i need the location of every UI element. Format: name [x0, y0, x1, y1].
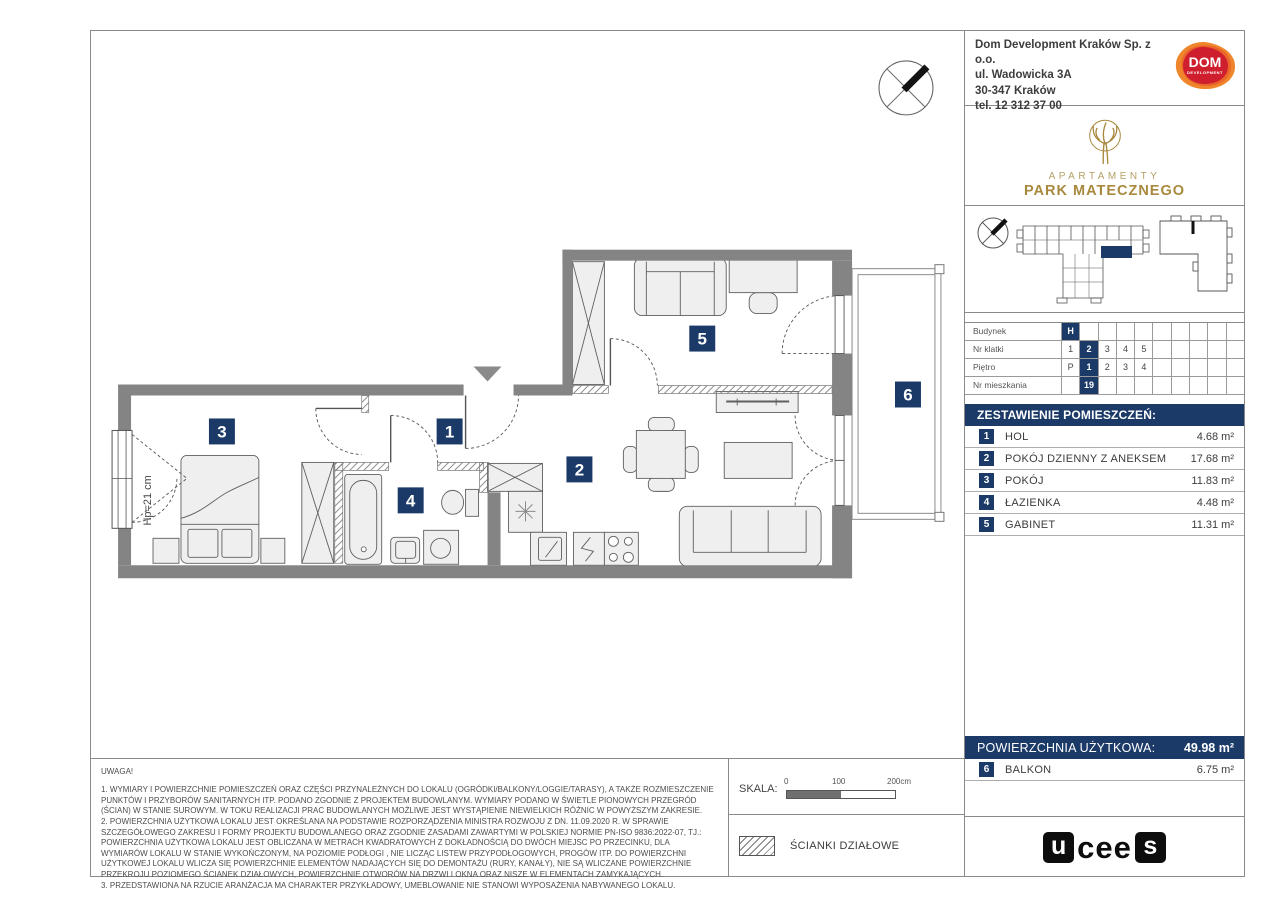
room-number-badge: 2 [979, 451, 994, 466]
room-name: HOL [1005, 430, 1029, 443]
tv-cabinet [716, 392, 798, 413]
room-name: BALKON [1005, 763, 1052, 776]
cell [1171, 341, 1189, 358]
cell [1152, 341, 1170, 358]
cell: H [1061, 323, 1079, 340]
ucees-logo [1043, 832, 1166, 863]
brand-section [965, 106, 1244, 206]
hatch-swatch-icon [739, 836, 775, 856]
cell [1207, 359, 1225, 376]
scale-tick-0: 0 [784, 777, 789, 786]
room-number-badge: 1 [979, 429, 994, 444]
cell: 19 [1079, 377, 1097, 394]
table-row [965, 323, 1244, 341]
cell [1098, 323, 1116, 340]
cell: 1 [1061, 341, 1079, 358]
park-matecznego-tree-icon [1078, 113, 1132, 169]
room-number-badge: 3 [979, 473, 994, 488]
row-label: Nr klatki [973, 344, 1004, 354]
cell [1226, 377, 1244, 394]
room-row-pokoj-dzienny [965, 448, 1244, 470]
svg-text:1: 1 [444, 422, 455, 442]
cell [1134, 323, 1152, 340]
room-schedule-header: ZESTAWIENIE POMIESZCZEŃ: [965, 404, 1244, 426]
room-area: 6.75 m² [1196, 763, 1234, 776]
dishwasher [573, 532, 604, 565]
ucees-logo-u: u [1043, 832, 1074, 863]
floor-plan [91, 31, 965, 757]
partition-legend [729, 814, 965, 877]
north-arrow-icon [879, 61, 933, 115]
room-area: 4.48 m² [1196, 496, 1234, 509]
cell: 3 [1116, 359, 1134, 376]
dining-table [623, 417, 698, 491]
brand-line1: APARTAMENTY [1048, 170, 1161, 182]
cell: 4 [1116, 341, 1134, 358]
notes-title: UWAGA! [101, 767, 134, 776]
parapet-height-label: Hp=21 cm [142, 475, 155, 526]
room-label-1 [437, 418, 463, 444]
room-row-pokoj [965, 470, 1244, 492]
cell [1152, 359, 1170, 376]
cell [1098, 377, 1116, 394]
room-label-4 [398, 487, 424, 513]
note-2: 2. POWIERZCHNIA UŻYTKOWA LOKALU JEST OKREŚLANA NA PODSTAWIE ROZPORZĄDZENIA MINISTRA ROZWOJU Z DN. 11.09.2020 R. W SPRAWIE SZCZEGÓŁOWEGO ZAKRESU I FORMY PROJEKTU BUDOWLANEGO ORAZ ZGODNIE ZASADAMI ZAWARTYMI W POLSKIEJ NORMIE PN-ISO 9836:2022-07, TJ.: POWIERZCHNIA UŻYTKOWA LOKALU JEST OBLICZANA W METRACH KWADRATOWYCH Z DOKŁADNOŚCIĄ DO DWÓCH MIEJSC PO PRZECINKU, DLA WYMIARÓW LOKALU W STANIE WYKOŃCZONYM, NA POZIOMIE PODŁOGI , NIE LICZĄC LISTEW PRZYPODŁOGOWYCH, PROGÓW ITP. DO POWIERZCHNI UŻYTKOWEJ LOKALU WLICZA SIĘ POWIERZCHNIE ELEMENTÓW NADAJĄCYCH SIĘ DO DEMONTAŻU (RURY, KANAŁY), NIE SĄ WLICZANE POWIERZCHNIE PRZEKROJU POZIOMEGO ŚCIANEK DZIAŁOWYCH, POWIERZCHNIE OTWORÓW NA DRZWI I OKNA ORAZ NISZE W ELEMENTACH ZAMYKAJĄCYCH. [101, 816, 702, 879]
row-label: Piętro [973, 362, 996, 372]
room-number-badge: 4 [979, 495, 994, 510]
notes-box [91, 758, 729, 890]
note-3: 3. PRZEDSTAWIONA NA RZUCIE ARANŻACJA MA CHARAKTER PRZYKŁADOWY, UMEBLOWANIE NIE STANOWI WYPOSAŻENIA NABYWANEGO LOKALU. [101, 880, 676, 890]
svg-text:4: 4 [405, 491, 416, 511]
room-area: 17.68 m² [1190, 452, 1234, 465]
company-address [975, 38, 1172, 114]
company-phone: tel. 12 312 37 00 [975, 99, 1062, 112]
wardrobe-bedroom [302, 462, 334, 563]
company-name: Dom Development Kraków Sp. z o.o. [975, 39, 1151, 67]
building-footprint-detailed [1017, 226, 1149, 303]
room-row-balkon [965, 759, 1244, 781]
svg-text:DEVELOPMENT: DEVELOPMENT [1187, 70, 1223, 75]
locator-north-arrow-icon [978, 218, 1008, 248]
svg-text:6: 6 [903, 385, 913, 405]
room-label-5 [689, 326, 715, 352]
cell [1171, 377, 1189, 394]
cell [1226, 323, 1244, 340]
window-bedroom [112, 430, 132, 528]
usable-area-banner [965, 736, 1244, 759]
room-number-badge: 6 [979, 762, 994, 777]
room-name: ŁAZIENKA [1005, 496, 1061, 509]
cell [1116, 323, 1134, 340]
coffee-table [724, 442, 792, 478]
cell [1079, 323, 1097, 340]
svg-text:5: 5 [697, 329, 707, 349]
sofa-living [679, 506, 821, 566]
cell [1207, 341, 1225, 358]
room-name: POKÓJ DZIENNY Z ANEKSEM [1005, 452, 1167, 465]
svg-text:3: 3 [217, 422, 227, 442]
cell [1134, 377, 1152, 394]
company-section [965, 31, 1244, 112]
svg-text:DOM: DOM [1188, 54, 1222, 70]
brand-line2: PARK MATECZNEGO [1023, 182, 1186, 199]
kitchen-sink-unit [530, 532, 566, 565]
cell: 4 [1134, 359, 1152, 376]
usable-area-value: 49.98 m² [1183, 740, 1234, 755]
unit-info-table [965, 323, 1244, 395]
bathtub [345, 474, 382, 564]
sink [391, 537, 420, 563]
row-label: Nr mieszkania [973, 380, 1027, 390]
room-number-badge: 5 [979, 517, 994, 532]
ucees-section [965, 817, 1244, 878]
cell: 5 [1134, 341, 1152, 358]
cell [1171, 323, 1189, 340]
ucees-logo-s: s [1135, 832, 1166, 863]
room-area: 11.31 m² [1191, 518, 1234, 531]
scale-tick-200: 200cm [887, 777, 912, 786]
cell: 2 [1098, 359, 1116, 376]
company-city: 30-347 Kraków [975, 84, 1056, 97]
cell [1226, 359, 1244, 376]
room-name: POKÓJ [1005, 474, 1044, 487]
furniture-layer [153, 258, 821, 567]
scale-label: SKALA: [739, 783, 778, 795]
highlighted-unit [1101, 246, 1132, 258]
room-name: GABINET [1005, 518, 1056, 531]
bed [181, 455, 259, 563]
toilet [442, 489, 479, 516]
kitchen-cabinet [509, 491, 543, 532]
wardrobe-office [572, 262, 604, 385]
cell [1189, 359, 1207, 376]
cell [1189, 323, 1207, 340]
room-label-2 [566, 456, 592, 482]
room-label-3 [209, 418, 235, 444]
room-area: 4.68 m² [1196, 430, 1234, 443]
cell [1152, 377, 1170, 394]
room-label-6 [895, 382, 921, 408]
dom-development-logo-icon [1172, 40, 1238, 92]
cell [1061, 377, 1079, 394]
company-street: ul. Wadowicka 3A [975, 69, 1072, 82]
building-locator-drawing [965, 206, 1243, 312]
nightstand-right [261, 538, 285, 563]
washing-machine [424, 530, 459, 564]
cell [1152, 323, 1170, 340]
cell [1207, 377, 1225, 394]
stove [604, 532, 638, 565]
table-row [965, 359, 1244, 377]
usable-area-label: POWIERZCHNIA UŻYTKOWA: [977, 740, 1156, 755]
svg-text:2: 2 [574, 460, 585, 480]
cell: 3 [1098, 341, 1116, 358]
cell [1171, 359, 1189, 376]
cell: P [1061, 359, 1079, 376]
room-row-gabinet [965, 514, 1244, 536]
sheet-frame [90, 30, 1245, 890]
floor-plan-drawing [91, 31, 965, 757]
entrance-arrow [474, 367, 502, 382]
note-1: 1. WYMIARY I POWIERZCHNIE POMIESZCZEŃ ORAZ CZĘŚCI PRZYNALEŻNYCH DO LOKALU (OGRÓDKI/BALKONY/LOGGIE/TARASY), A TAKŻE ROZMIESZCZENIE PUNKTÓW I PRZYBORÓW SANITARNYCH ITP. PODANO ZGODNIE Z PROJEKTEM BUDOWLANYM. WYMIARY PODANO W ŚWIETLE PIONOWYCH PRZEGRÓD (ŚCIAN) W STANIE SUROWYM. W TOKU REALIZACJI PRAC BUDOWLANYCH MOŻLIWE JEST WYSTĄPIENIE NIEWIELKICH RÓŻNIC W POWYŻSZYM ZAKRESIE. [101, 785, 714, 816]
fridge-cabinet [488, 463, 543, 491]
cell [1189, 341, 1207, 358]
scale-bar [786, 790, 896, 799]
sofa-office [634, 258, 726, 316]
nightstand-left [153, 538, 179, 563]
room-row-hol [965, 426, 1244, 448]
scale-bar-empty [841, 791, 895, 798]
cell: 2 [1079, 341, 1097, 358]
scale-legend-column [729, 758, 965, 877]
table-row [965, 377, 1244, 395]
scale-tick-100: 100 [832, 777, 846, 786]
desk [729, 258, 797, 314]
building-footprint-outline [1160, 216, 1232, 291]
building-locator-section [965, 206, 1244, 313]
cell [1189, 377, 1207, 394]
scale-bar-filled [787, 791, 841, 798]
scale-box [729, 758, 965, 814]
spacer-strip [965, 313, 1244, 323]
row-label: Budynek [973, 326, 1007, 336]
ucees-logo-cee: cee [1077, 830, 1132, 865]
title-block [964, 31, 1244, 876]
room-row-lazienka [965, 492, 1244, 514]
cell [1207, 323, 1225, 340]
room-area: 11.83 m² [1191, 474, 1234, 487]
cell: 1 [1079, 359, 1097, 376]
cell [1116, 377, 1134, 394]
table-row [965, 341, 1244, 359]
partition-legend-label: ŚCIANKI DZIAŁOWE [790, 840, 900, 852]
cell [1226, 341, 1244, 358]
